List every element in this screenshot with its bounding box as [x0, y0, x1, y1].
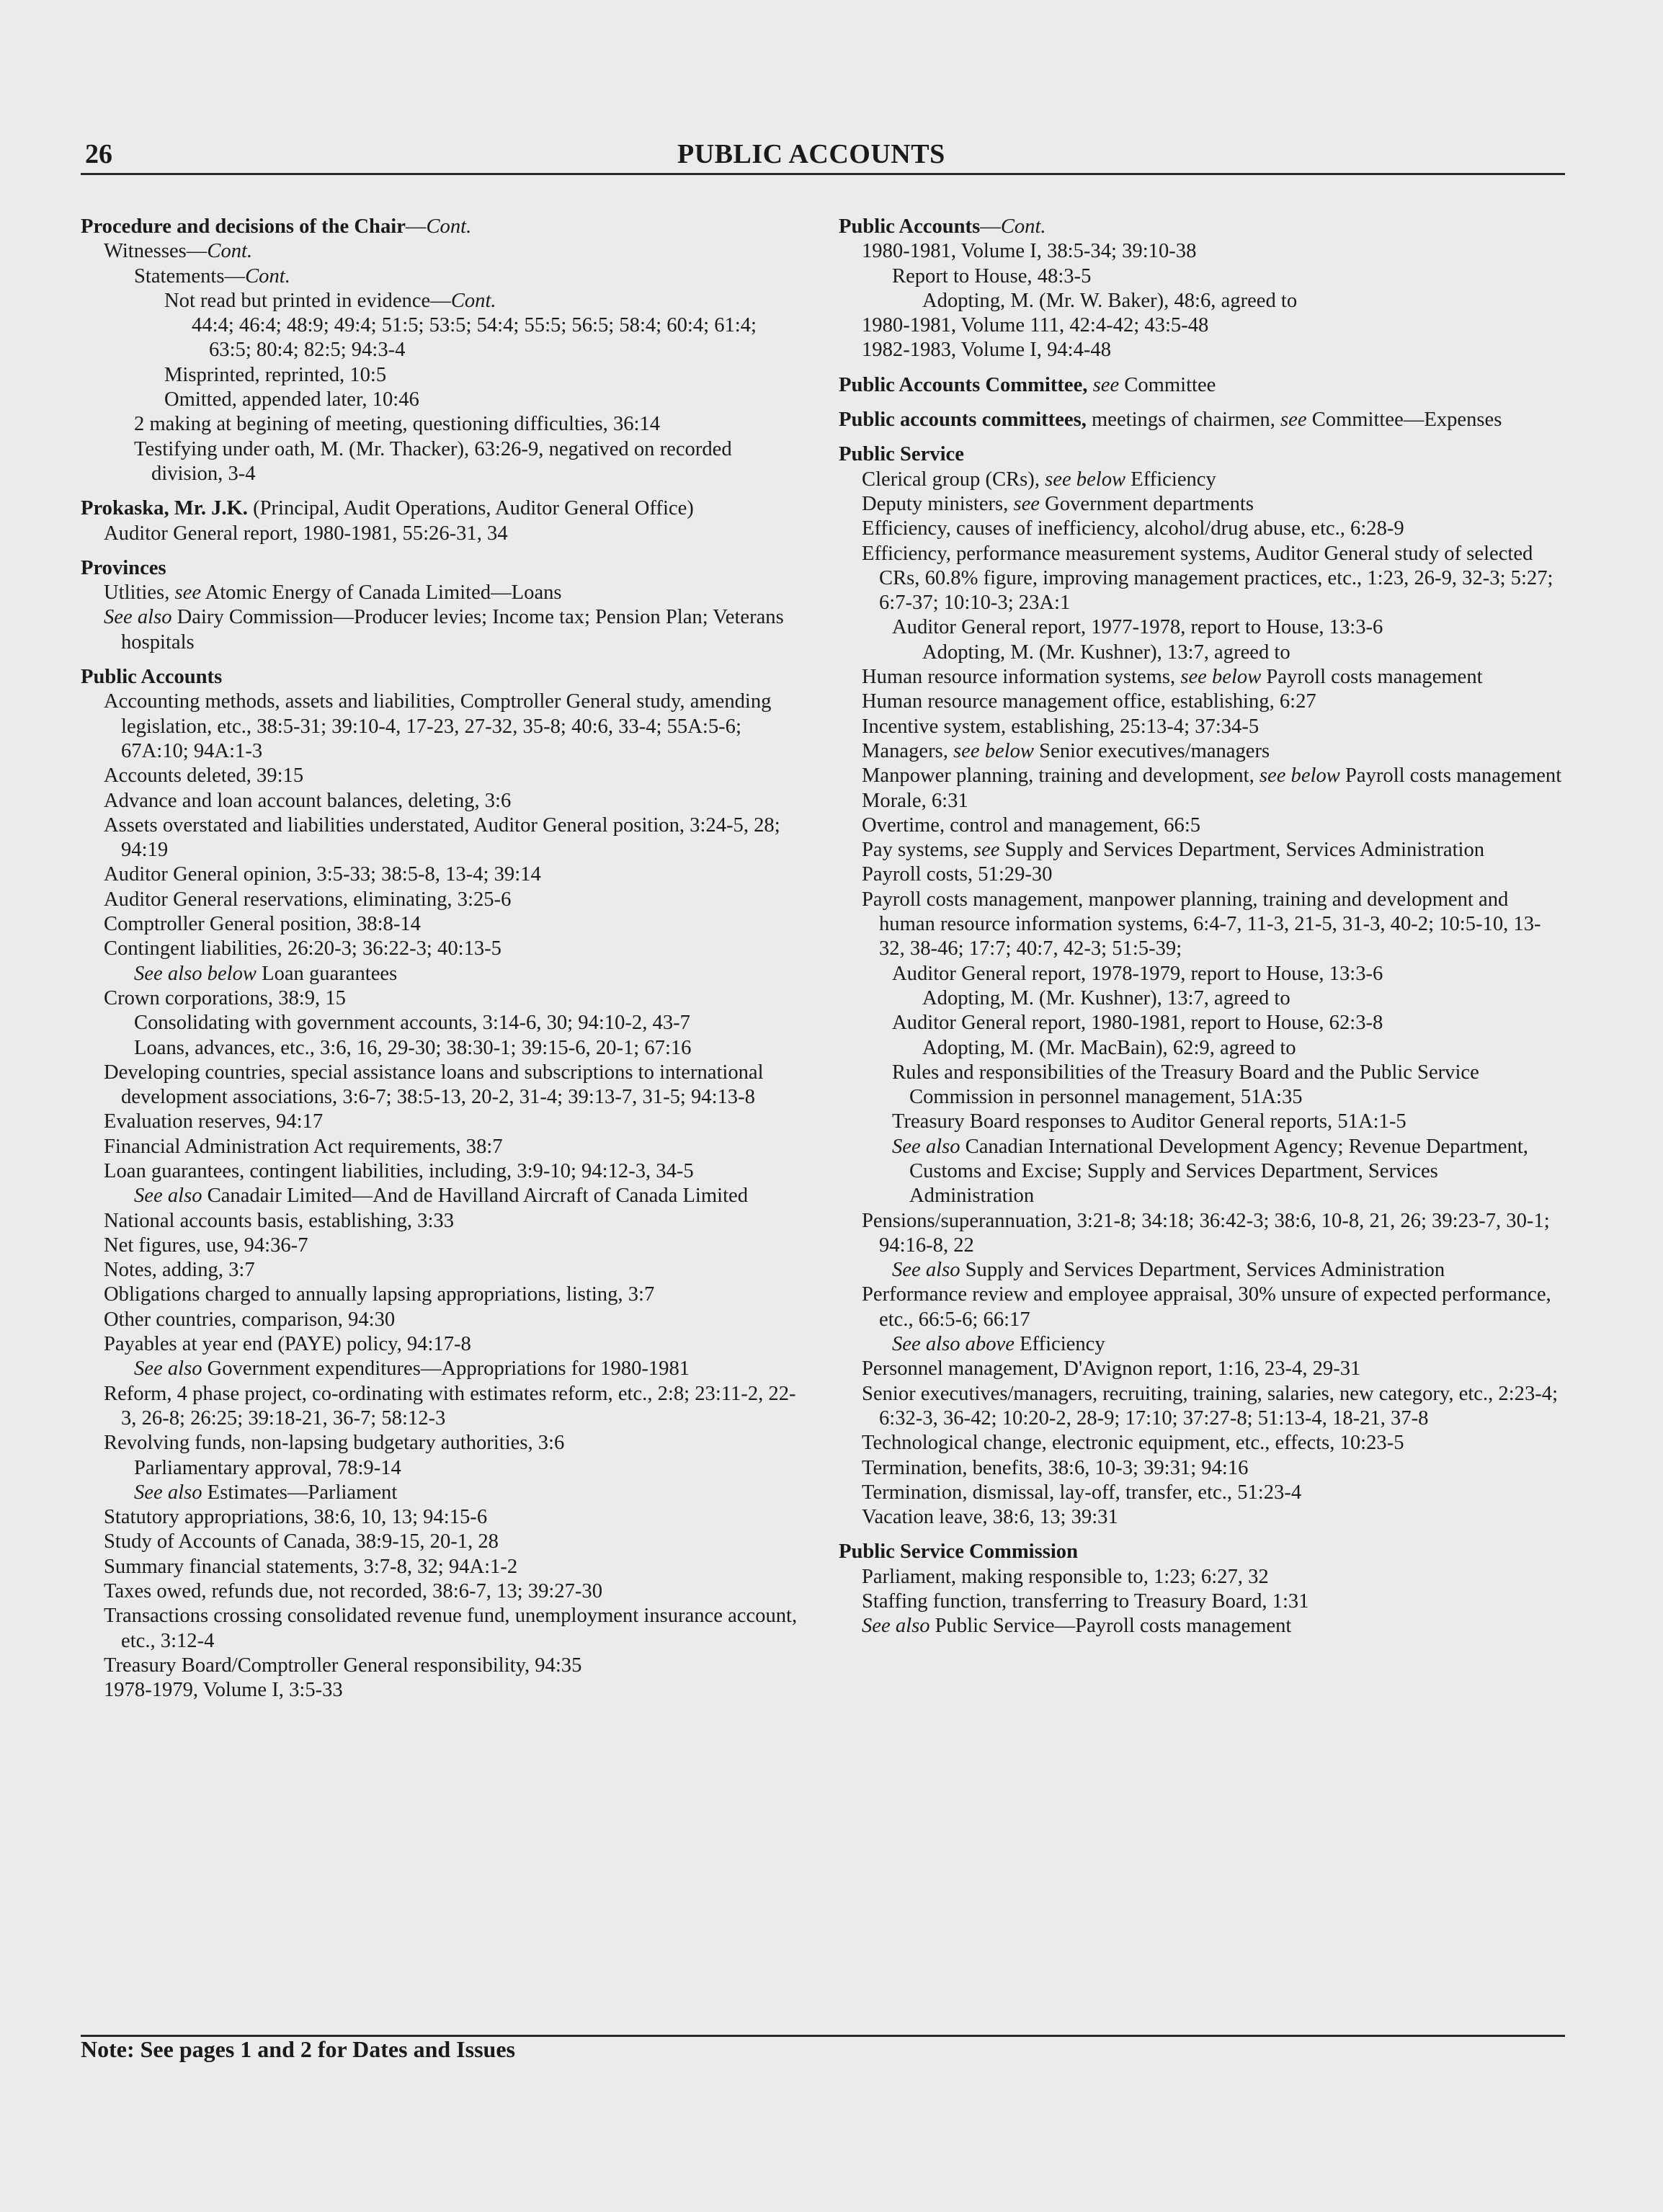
index-subentry: Deputy ministers, see Government departments [862, 492, 1254, 515]
index-subentry: Treasury Board responses to Auditor General reports, 51A:1-5 [892, 1110, 1406, 1133]
index-subentry: Auditor General report, 1977-1978, report to House, 13:3-6 [892, 616, 1383, 639]
index-entry [81, 215, 801, 486]
index-subentry: Managers, see below Senior executives/managers [862, 739, 1270, 762]
index-subentry: Accounts deleted, 39:15 [104, 764, 304, 788]
index-heading-term: Public Accounts [81, 666, 223, 689]
index-subentry: Consolidating with government accounts, 3:14-6, 30; 94:10-2, 43-7 [134, 1012, 690, 1035]
index-heading-term: Public Accounts [839, 215, 981, 238]
footer-note: Note: See pages 1 and 2 for Dates and Issues [81, 2036, 515, 2062]
index-subentry: Revolving funds, non-lapsing budgetary authorities, 3:6 [104, 1432, 565, 1455]
index-subentry: Adopting, M. (Mr. MacBain), 62:9, agreed to [922, 1036, 1296, 1059]
index-subentry: See also above Efficiency [892, 1333, 1105, 1356]
index-subentry: National accounts basis, establishing, 3:33 [104, 1209, 455, 1232]
index-entry [81, 496, 801, 546]
index-subentry: Technological change, electronic equipment, etc., effects, 10:23-5 [862, 1432, 1404, 1455]
index-subentry: 1982-1983, Volume I, 94:4-48 [862, 339, 1112, 362]
index-subentry: Obligations charged to annually lapsing appropriations, listing, 3:7 [104, 1283, 655, 1306]
index-heading-term: Public Service [839, 443, 964, 466]
index-heading [81, 556, 801, 581]
page-number: 26 [85, 139, 112, 169]
index-entry [81, 556, 801, 655]
index-subentry: Financial Administration Act requirements, 38:7 [104, 1135, 503, 1158]
index-subentry: Human resource management office, establishing, 6:27 [862, 690, 1316, 713]
index-subentry: Payroll costs, 51:29-30 [862, 863, 1053, 886]
index-subentry: Treasury Board/Comptroller General responsibility, 94:35 [104, 1654, 582, 1677]
index-subentry: Efficiency, performance measurement systems, Auditor General study of selected CRs, 60.8% figure, improving management practices, etc., 1:23, 26-9, 32-3; 5:27; 6:7-37; 10:10-3; 23A:1 [862, 542, 1553, 615]
index-heading-term: Provinces [81, 556, 166, 579]
index-entry [81, 665, 801, 1703]
index-subentry: Not read but printed in evidence—Cont. [164, 289, 496, 312]
index-subentry: See also Government expenditures—Appropriations for 1980-1981 [134, 1357, 690, 1381]
index-subentry: Termination, benefits, 38:6, 10-3; 39:31; 94:16 [862, 1456, 1249, 1479]
index-subentry: Comptroller General position, 38:8-14 [104, 913, 421, 936]
index-heading-term: Public Accounts Committee, [839, 373, 1088, 396]
index-subentry: See also Canadian International Development Agency; Revenue Department, Customs and Excise; Supply and Services Department, Services Administration [892, 1135, 1528, 1208]
index-subentry: Transactions crossing consolidated revenue fund, unemployment insurance account, etc., 3:12-4 [104, 1605, 798, 1652]
index-subentry: Notes, adding, 3:7 [104, 1259, 255, 1282]
index-subentry: 2 making at begining of meeting, questioning difficulties, 36:14 [134, 413, 661, 436]
index-subentry: Payables at year end (PAYE) policy, 94:17-8 [104, 1333, 471, 1356]
index-subentry: Crown corporations, 38:9, 15 [104, 986, 346, 1009]
top-rule [81, 173, 1565, 175]
index-subentry: Evaluation reserves, 94:17 [104, 1110, 324, 1133]
index-heading [839, 1540, 1566, 1564]
index-subentry: Adopting, M. (Mr. W. Baker), 48:6, agreed to [922, 289, 1298, 312]
index-heading-suffix: —Cont. [405, 215, 472, 238]
index-subentry: Loan guarantees, contingent liabilities, including, 3:9-10; 94:12-3, 34-5 [104, 1159, 694, 1182]
index-heading-suffix: (Principal, Audit Operations, Auditor General Office) [247, 497, 694, 520]
index-heading [839, 373, 1566, 398]
index-subentry: Staffing function, transferring to Treasury Board, 1:31 [862, 1590, 1309, 1613]
index-subentry: Incentive system, establishing, 25:13-4; 37:34-5 [862, 715, 1259, 738]
index-subentry: Parliament, making responsible to, 1:23; 6:27, 32 [862, 1565, 1269, 1588]
index-subentry: Study of Accounts of Canada, 38:9-15, 20-1, 28 [104, 1530, 499, 1553]
index-subentry: Vacation leave, 38:6, 13; 39:31 [862, 1506, 1118, 1529]
index-subentry: Pay systems, see Supply and Services Department, Services Administration [862, 839, 1485, 862]
index-subentry: 1980-1981, Volume I, 38:5-34; 39:10-38 [862, 240, 1197, 263]
index-subentry: See also Estimates—Parliament [134, 1481, 398, 1504]
index-heading [839, 408, 1566, 432]
index-subentry: Human resource information systems, see below Payroll costs management [862, 666, 1483, 689]
index-subentry: Adopting, M. (Mr. Kushner), 13:7, agreed to [922, 641, 1290, 664]
index-subentry: See also Dairy Commission—Producer levies; Income tax; Pension Plan; Veterans hospitals [104, 606, 784, 654]
running-head: PUBLIC ACCOUNTS [677, 139, 945, 169]
index-heading-term: Prokaska, Mr. J.K. [81, 497, 248, 520]
index-subentry: 44:4; 46:4; 48:9; 49:4; 51:5; 53:5; 54:4; 55:5; 56:5; 58:4; 60:4; 61:4; 63:5; 80:4; 82:5; 94:3-4 [192, 314, 757, 362]
index-subentry: See also Supply and Services Department, Services Administration [892, 1259, 1445, 1282]
index-heading-suffix: —Cont. [980, 215, 1046, 238]
index-subentry: Performance review and employee appraisal, 30% unsure of expected performance, etc., 66:5-6; 66:17 [862, 1283, 1551, 1331]
index-subentry: Assets overstated and liabilities understated, Auditor General position, 3:24-5, 28; 94:19 [104, 813, 780, 862]
index-subentry: Adopting, M. (Mr. Kushner), 13:7, agreed to [922, 986, 1290, 1009]
index-heading-term: Procedure and decisions of the Chair [81, 215, 406, 238]
index-heading [839, 215, 1566, 239]
index-subentry: Senior executives/managers, recruiting, training, salaries, new category, etc., 2:23-4; 6:32-3, 36-42; 10:20-2, 28-9; 17:10; 37:27-8; 51:13-4, 18-21, 37-8 [862, 1382, 1559, 1430]
index-entry [839, 408, 1566, 432]
index-subentry: Personnel management, D'Avignon report, 1:16, 23-4, 29-31 [862, 1357, 1361, 1381]
index-subentry: Manpower planning, training and development, see below Payroll costs management [862, 764, 1562, 788]
index-subentry: Clerical group (CRs), see below Efficiency [862, 468, 1216, 491]
index-subentry: Advance and loan account balances, deleting, 3:6 [104, 789, 512, 812]
index-entry [839, 442, 1566, 1530]
index-entry [839, 373, 1566, 398]
index-subentry: Parliamentary approval, 78:9-14 [134, 1456, 401, 1479]
index-subentry: Auditor General report, 1980-1981, 55:26-31, 34 [104, 522, 508, 545]
index-subentry: See also below Loan guarantees [134, 962, 398, 985]
index-subentry: Omitted, appended later, 10:46 [164, 388, 419, 411]
index-entry [839, 1540, 1566, 1638]
index-subentry: Morale, 6:31 [862, 789, 968, 812]
index-subentry: Misprinted, reprinted, 10:5 [164, 363, 387, 386]
index-entry [839, 215, 1566, 363]
index-subentry: 1978-1979, Volume I, 3:5-33 [104, 1679, 343, 1702]
index-subentry: Witnesses—Cont. [104, 240, 253, 263]
index-heading [81, 215, 801, 239]
index-subentry: Testifying under oath, M. (Mr. Thacker), 63:26-9, negatived on recorded division, 3-4 [134, 437, 732, 485]
index-heading [81, 665, 801, 690]
index-subentry: Efficiency, causes of inefficiency, alcohol/drug abuse, etc., 6:28-9 [862, 517, 1404, 540]
index-heading-suffix: see Committee [1092, 373, 1216, 396]
index-subentry: 1980-1981, Volume 111, 42:4-42; 43:5-48 [862, 314, 1209, 337]
index-subentry: Report to House, 48:3-5 [892, 264, 1092, 287]
index-heading-term: Public Service Commission [839, 1540, 1078, 1564]
index-heading-suffix: meetings of chairmen, see Committee—Expenses [1086, 409, 1502, 432]
index-subentry: Other countries, comparison, 94:30 [104, 1308, 396, 1331]
index-subentry: Auditor General report, 1980-1981, report to House, 62:3-8 [892, 1012, 1383, 1035]
index-subentry: Taxes owed, refunds due, not recorded, 38:6-7, 13; 39:27-30 [104, 1580, 603, 1603]
index-subentry: Overtime, control and management, 66:5 [862, 813, 1201, 837]
index-heading [839, 442, 1566, 467]
index-subentry: Reform, 4 phase project, co-ordinating with estimates reform, etc., 2:8; 23:11-2, 22-3, 26-8; 26:25; 39:18-21, 36-7; 58:12-3 [104, 1382, 796, 1430]
index-subentry: Auditor General reservations, eliminating, 3:25-6 [104, 888, 512, 911]
index-subentry: Termination, dismissal, lay-off, transfer, etc., 51:23-4 [862, 1481, 1302, 1504]
index-subentry: Statutory appropriations, 38:6, 10, 13; 94:15-6 [104, 1506, 488, 1529]
index-subentry: Payroll costs management, manpower planning, training and development and human resource information systems, 6:4-7, 11-3, 21-5, 31-3, 40-2; 10:5-10, 13-32, 38-46; 17:7; 40:7, 42-3; 51:5-39; [862, 888, 1541, 960]
index-subentry: Developing countries, special assistance loans and subscriptions to international development associations, 3:6-7; 38:5-13, 20-2, 31-4; 39:13-7, 31-5; 94:13-8 [104, 1061, 764, 1109]
index-subentry: Auditor General opinion, 3:5-33; 38:5-8, 13-4; 39:14 [104, 863, 541, 886]
index-subentry: Rules and responsibilities of the Treasury Board and the Public Service Commission in personnel management, 51A:35 [892, 1061, 1479, 1109]
index-subentry: See also Public Service—Payroll costs management [862, 1615, 1292, 1638]
index-subentry: See also Canadair Limited—And de Havilland Aircraft of Canada Limited [134, 1185, 748, 1208]
index-subentry: Utlities, see Atomic Energy of Canada Limited—Loans [104, 581, 562, 605]
index-subentry: Auditor General report, 1978-1979, report to House, 13:3-6 [892, 962, 1383, 985]
index-subentry: Pensions/superannuation, 3:21-8; 34:18; 36:42-3; 38:6, 10-8, 21, 26; 39:23-7, 30-1; 94:16-8, 22 [862, 1209, 1550, 1257]
index-heading [81, 496, 801, 521]
index-subentry: Summary financial statements, 3:7-8, 32; 94A:1-2 [104, 1555, 518, 1578]
index-subentry: Statements—Cont. [134, 264, 290, 287]
index-subentry: Loans, advances, etc., 3:6, 16, 29-30; 38:30-1; 39:15-6, 20-1; 67:16 [134, 1036, 692, 1059]
index-subentry: Contingent liabilities, 26:20-3; 36:22-3; 40:13-5 [104, 937, 501, 960]
index-heading-term: Public accounts committees, [839, 409, 1087, 432]
index-subentry: Accounting methods, assets and liabilities, Comptroller General study, amending legislation, etc., 38:5-31; 39:10-4, 17-23, 27-32, 35-8; 40:6, 33-4; 55A:5-6; 67A:10; 94A:1-3 [104, 690, 772, 762]
index-subentry: Net figures, use, 94:36-7 [104, 1234, 308, 1257]
index-column-right [839, 215, 1566, 1649]
index-column-left [81, 215, 801, 1713]
